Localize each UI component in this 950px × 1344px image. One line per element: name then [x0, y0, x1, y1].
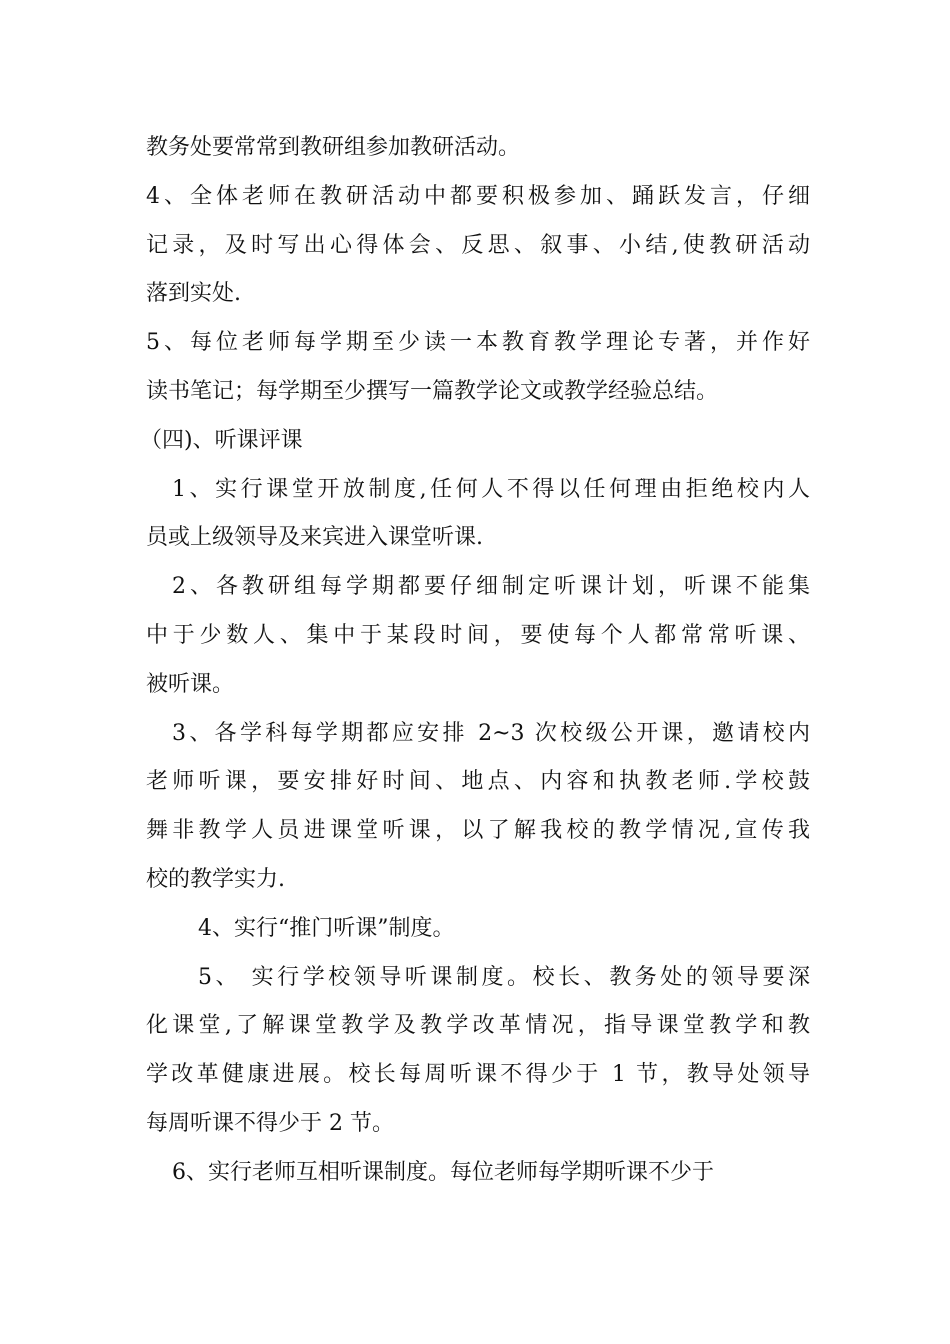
paragraph: [146, 319, 810, 417]
text-line: 教务处要常常到教研组参加教研活动。: [146, 135, 521, 160]
paragraph: [146, 173, 810, 319]
text-line: （四)、听课评课: [140, 427, 303, 453]
text-line: 1、实行课堂开放制度,任何人不得以任何理由拒绝校内人: [172, 476, 810, 502]
text-line: 记录，及时写出心得体会、反思、叙事、小结,使教研活动: [146, 232, 810, 258]
text-line: 被听课。: [146, 671, 235, 697]
text-line: 学改革健康进展。校长每周听课不得少于 1 节，教导处领导: [146, 1062, 810, 1088]
paragraph: [146, 466, 810, 564]
paragraph: [146, 563, 810, 709]
paragraph: [146, 710, 810, 905]
paragraph: [146, 1149, 810, 1198]
text-line: 读书笔记；每学期至少撰写一篇教学论文或教学经验总结。: [146, 378, 719, 404]
text-line: 老师听课，要安排好时间、地点、内容和执教老师.学校鼓: [146, 769, 810, 795]
text-line: 每周听课不得少于 2 节。: [146, 1110, 394, 1136]
text-line: 2、各教研组每学期都要仔细制定听课计划，听课不能集: [172, 574, 810, 600]
text-line: 化课堂,了解课堂教学及教学改革情况，指导课堂教学和教: [146, 1013, 810, 1039]
paragraph: [146, 905, 810, 954]
document-body: [140, 124, 810, 1198]
text-line: 舞非教学人员进课堂听课，以了解我校的教学情况,宣传我: [146, 818, 810, 844]
text-line: 5、每位老师每学期至少读一本教育教学理论专著，并作好: [146, 330, 810, 356]
text-line: 落到实处.: [146, 281, 241, 307]
text-line: 5、 实行学校领导听课制度。校长、教务处的领导要深: [198, 964, 810, 990]
text-line: 校的教学实力.: [146, 866, 285, 892]
text-line: 员或上级领导及来宾进入课堂听课.: [146, 525, 483, 551]
text-line: 3、各学科每学期都应安排 2~3 次校级公开课，邀请校内: [172, 720, 810, 746]
text-line: 6、实行老师互相听课制度。每位老师每学期听课不少于: [172, 1159, 714, 1185]
text-line: 4、实行“推门听课”制度。: [198, 915, 455, 941]
text-line: 中于少数人、集中于某段时间，要使每个人都常常听课、: [146, 622, 810, 648]
paragraph: [146, 124, 810, 173]
paragraph: [140, 417, 810, 466]
text-line: 4、全体老师在教研活动中都要积极参加、踊跃发言，仔细: [146, 183, 810, 209]
paragraph: [146, 954, 810, 1149]
